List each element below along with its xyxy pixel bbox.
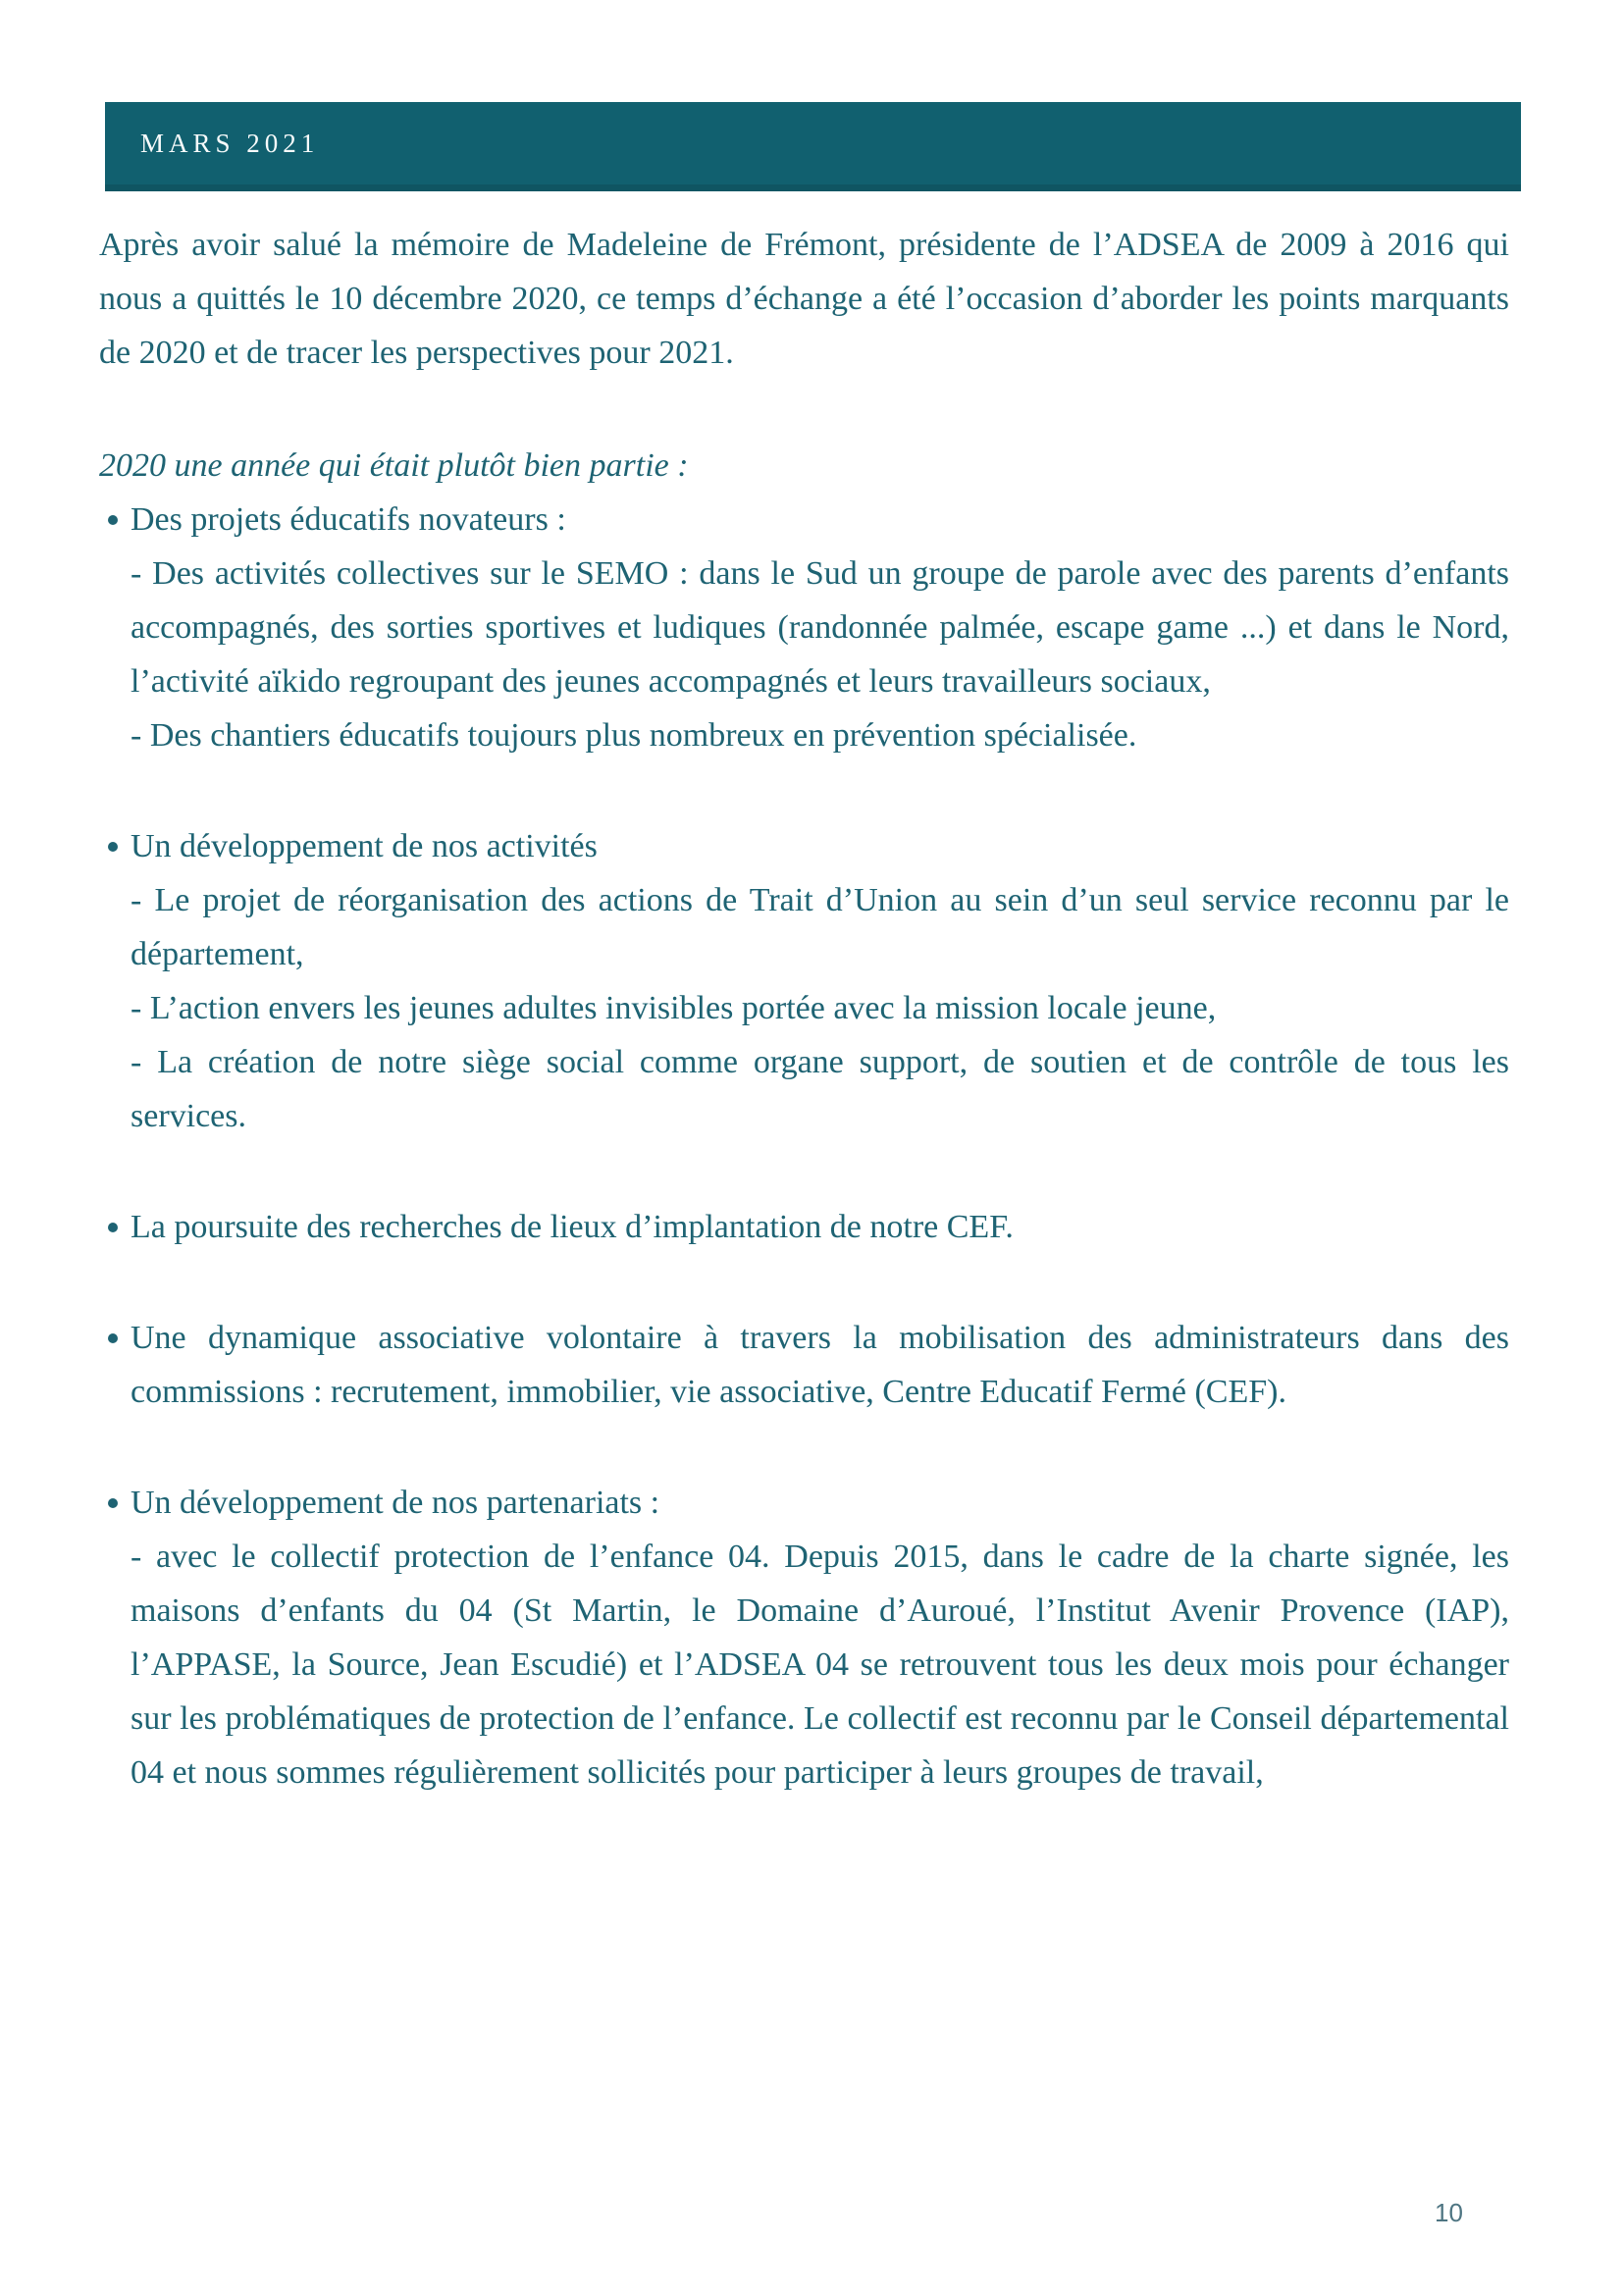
bullet-dot-icon [108,515,118,525]
bullet-item [99,819,1509,1143]
bullet-body [131,1311,1509,1419]
bullet-body [131,1476,1509,1800]
bullet-dot-icon [108,1498,118,1508]
bullet-detail: - avec le collectif protection de l’enfance 04. Depuis 2015, dans le cadre de la charte signée, les maisons d’enfants du 04 (St Martin, le Domaine d’Auroué, l’Institut Avenir Provence (IAP), l’APPASE, la Source, Jean Escudié) et l’ADSEA 04 se retrouvent tous les deux mois pour échanger sur les problématiques de protection de l’enfance. Le collectif est reconnu par le Conseil départemental 04 et nous sommes régulièrement sollicités pour participer à leurs groupes de travail, [131,1539,1509,1791]
bullet-title: Un développement de nos partenariats : [131,1485,660,1521]
page-number: 10 [1435,2198,1463,2227]
bullet-list [99,493,1509,1800]
bullet-detail: - Des activités collectives sur le SEMO : dans le Sud un groupe de parole avec des parents d’enfants accompagnés, des sorties sportives et ludiques (randonnée palmée, escape game ...) et dans le Nord, l’activité aïkido regroupant des jeunes accompagnés et leurs travailleurs sociaux, [131,555,1509,700]
bullet-title: La poursuite des recherches de lieux d’implantation de notre CEF. [131,1209,1014,1245]
bullet-body [131,819,1509,1143]
bullet-item [99,493,1509,762]
bullet-body [131,493,1509,762]
bullet-title: Une dynamique associative volontaire à travers la mobilisation des administrateurs dans des commissions : recrutement, immobilier, vie associative, Centre Educatif Fermé (CEF). [131,1320,1509,1410]
bullet-dot-icon [108,1223,118,1232]
bullet-title: Des projets éducatifs novateurs : [131,501,566,538]
bullet-dot-icon [108,1333,118,1343]
bullet-detail: - Le projet de réorganisation des actions de Trait d’Union au sein d’un seul service reconnu par le département, [131,882,1509,972]
bullet-item [99,1476,1509,1800]
section-heading: 2020 une année qui était plutôt bien partie : [99,447,689,484]
bullet-detail: - La création de notre siège social comme organe support, de soutien et de contrôle de tous les services. [131,1044,1509,1134]
bullet-body [131,1200,1509,1254]
month-banner-label: MARS 2021 [140,128,320,158]
bullet-dot-icon [108,842,118,852]
bullet-title: Un développement de nos activités [131,828,598,864]
bullet-detail: - L’action envers les jeunes adultes invisibles portée avec la mission locale jeune, [131,990,1217,1026]
bullet-item [99,1311,1509,1419]
intro-paragraph: Après avoir salué la mémoire de Madeleine de Frémont, présidente de l’ADSEA de 2009 à 2016 qui nous a quittés le 10 décembre 2020, ce temps d’échange a été l’occasion d’aborder les points marquants de 2020 et de tracer les perspectives pour 2021. [99,227,1509,371]
bullet-detail: - Des chantiers éducatifs toujours plus nombreux en prévention spécialisée. [131,717,1137,754]
document-body [99,218,1509,1800]
bullet-item [99,1200,1509,1254]
month-banner [105,102,1521,191]
